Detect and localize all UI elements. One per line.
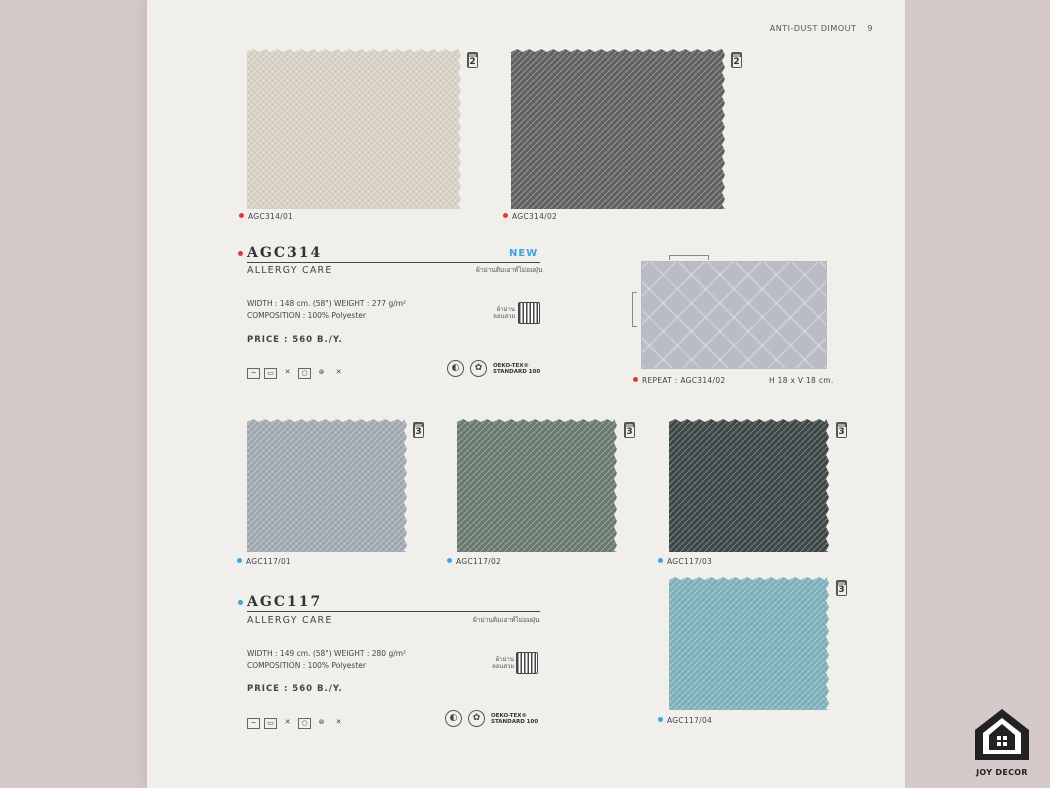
- swatch-code: AGC314/01: [239, 212, 293, 221]
- swatch-code: AGC117/02: [447, 557, 501, 566]
- care-icons: [247, 368, 345, 379]
- grade-badge: 3: [413, 422, 424, 438]
- thai-note: ผ้าม่านดิมเอาท์ไม่อมฝุ่น: [476, 266, 543, 274]
- spec-width-weight: WIDTH : 148 cm. (58") WEIGHT : 277 g/m²: [247, 299, 407, 308]
- certifications: [445, 710, 538, 727]
- spec-width-weight: WIDTH : 149 cm. (58") WEIGHT : 280 g/m²: [247, 649, 407, 658]
- dry-clean-icon: ○: [298, 368, 311, 379]
- tumble-dry-icon: ▭: [264, 368, 277, 379]
- title-rule: [247, 611, 540, 612]
- spec-composition: COMPOSITION : 100% Polyester: [247, 311, 366, 320]
- wash-30-icon: ~: [247, 718, 260, 729]
- blackout-label: ผ้าม่าน ลอนสวย: [493, 306, 515, 320]
- no-iron-icon: ✕: [335, 368, 342, 376]
- no-dry-clean-icon: ⊗: [318, 718, 325, 726]
- grade-badge: 2: [467, 52, 478, 68]
- collection-subtitle: ALLERGY CARE: [247, 265, 333, 276]
- fabric-swatch[interactable]: [457, 419, 617, 552]
- page-header: [762, 24, 873, 33]
- swatch-code: AGC117/04: [658, 716, 712, 725]
- swatch-image: [457, 419, 617, 552]
- no-dry-clean-icon: ⊗: [318, 368, 325, 376]
- repeat-label: REPEAT : AGC314/02: [633, 376, 725, 385]
- grade-badge: 3: [624, 422, 635, 438]
- repeat-bracket-top: [669, 255, 709, 260]
- collection-subtitle: ALLERGY CARE: [247, 615, 333, 626]
- joy-decor-logo[interactable]: [972, 706, 1032, 778]
- thai-note: ผ้าม่านดิมเอาท์ไม่อมฝุ่น: [473, 616, 540, 624]
- price: PRICE : 560 B./Y.: [247, 335, 343, 345]
- certifications: [447, 360, 540, 377]
- swatch-code: AGC117/03: [658, 557, 712, 566]
- color-dot: [503, 213, 508, 218]
- allergy-care-icon: ✿: [470, 360, 487, 377]
- hygiene-icon: ◐: [445, 710, 462, 727]
- repeat-size: H 18 x V 18 cm.: [769, 376, 834, 385]
- no-bleach-icon: ✕: [284, 368, 291, 376]
- oeko-tex-logo: OEKO-TEX® STANDARD 100: [491, 712, 539, 725]
- hygiene-icon: ◐: [447, 360, 464, 377]
- house-icon: [972, 706, 1032, 762]
- dry-clean-icon: ○: [298, 718, 311, 729]
- collection-title: AGC314: [247, 245, 323, 261]
- price: PRICE : 560 B./Y.: [247, 684, 343, 694]
- no-bleach-icon: ✕: [284, 718, 291, 726]
- fabric-swatch[interactable]: [669, 419, 829, 552]
- page-number: 9: [867, 24, 873, 33]
- grade-badge: 3: [836, 580, 847, 596]
- new-badge: NEW: [509, 248, 539, 259]
- collection-dot: [238, 600, 243, 605]
- tumble-dry-icon: ▭: [264, 718, 277, 729]
- pleat-icon: [518, 302, 540, 324]
- swatch-image: [669, 419, 829, 552]
- swatch-image: [247, 49, 461, 209]
- logo-label: JOY DECOR: [976, 768, 1028, 777]
- allergy-care-icon: ✿: [468, 710, 485, 727]
- pleat-icon: [516, 652, 538, 674]
- color-dot: [239, 213, 244, 218]
- color-dot: [633, 377, 638, 382]
- color-dot: [447, 558, 452, 563]
- care-icons: [247, 718, 345, 729]
- collection-dot: [238, 251, 243, 256]
- section-title: ANTI-DUST DIMOUT: [769, 24, 857, 33]
- collection-title: AGC117: [247, 594, 323, 610]
- fabric-swatch[interactable]: [669, 577, 829, 710]
- grade-badge: 3: [836, 422, 847, 438]
- spec-composition: COMPOSITION : 100% Polyester: [247, 661, 366, 670]
- color-dot: [658, 558, 663, 563]
- blackout-label: ผ้าม่าน ลอนสวย: [492, 656, 514, 670]
- fabric-swatch[interactable]: [247, 49, 461, 209]
- repeat-bracket-left: [632, 292, 637, 327]
- repeat-pattern-image[interactable]: [641, 261, 827, 369]
- swatch-image: [669, 577, 829, 710]
- swatch-code: AGC314/02: [503, 212, 557, 221]
- catalog-page: [147, 0, 905, 788]
- grade-badge: 2: [731, 52, 742, 68]
- swatch-image: [511, 49, 725, 209]
- oeko-tex-logo: OEKO-TEX® STANDARD 100: [493, 362, 541, 375]
- swatch-image: [247, 419, 407, 552]
- color-dot: [658, 717, 663, 722]
- wash-30-icon: ~: [247, 368, 260, 379]
- title-rule: [247, 262, 540, 263]
- fabric-swatch[interactable]: [247, 419, 407, 552]
- fabric-swatch[interactable]: [511, 49, 725, 209]
- color-dot: [237, 558, 242, 563]
- swatch-code: AGC117/01: [237, 557, 291, 566]
- no-iron-icon: ✕: [335, 718, 342, 726]
